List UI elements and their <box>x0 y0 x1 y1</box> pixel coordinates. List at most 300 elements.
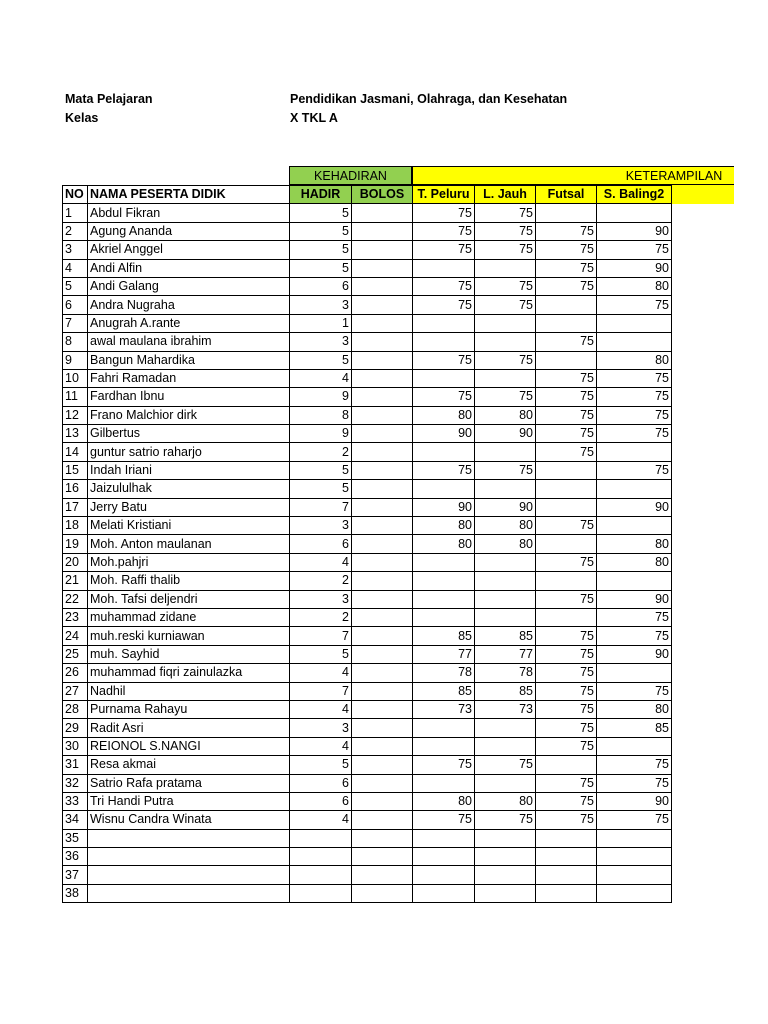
cell-l-jauh[interactable]: 75 <box>475 296 536 314</box>
cell-l-jauh[interactable]: 75 <box>475 351 536 369</box>
cell-nama[interactable]: Satrio Rafa pratama <box>88 774 290 792</box>
cell-hadir[interactable]: 8 <box>290 406 352 424</box>
cell-s-baling2[interactable]: 80 <box>597 535 672 553</box>
cell-nama[interactable]: muh.reski kurniawan <box>88 627 290 645</box>
cell-no[interactable]: 22 <box>63 590 88 608</box>
cell-l-jauh[interactable]: 75 <box>475 388 536 406</box>
cell-nama[interactable]: Resa akmai <box>88 756 290 774</box>
cell-nama[interactable]: Moh. Tafsi deljendri <box>88 590 290 608</box>
cell-l-jauh[interactable] <box>475 737 536 755</box>
cell-hadir[interactable]: 5 <box>290 351 352 369</box>
cell-futsal[interactable]: 75 <box>536 774 597 792</box>
cell-no[interactable]: 38 <box>63 884 88 902</box>
cell-hadir[interactable]: 5 <box>290 241 352 259</box>
cell-nama[interactable]: Fahri Ramadan <box>88 369 290 387</box>
cell-futsal[interactable] <box>536 296 597 314</box>
cell-nama[interactable]: muh. Sayhid <box>88 645 290 663</box>
cell-no[interactable]: 23 <box>63 608 88 626</box>
cell-futsal[interactable] <box>536 866 597 884</box>
cell-futsal[interactable]: 75 <box>536 627 597 645</box>
cell-nama[interactable]: Agung Ananda <box>88 222 290 240</box>
cell-no[interactable]: 20 <box>63 553 88 571</box>
cell-nama[interactable] <box>88 866 290 884</box>
cell-nama[interactable]: Purnama Rahayu <box>88 700 290 718</box>
cell-l-jauh[interactable] <box>475 572 536 590</box>
cell-l-jauh[interactable]: 75 <box>475 204 536 222</box>
cell-no[interactable]: 14 <box>63 443 88 461</box>
cell-no[interactable]: 36 <box>63 848 88 866</box>
cell-l-jauh[interactable] <box>475 333 536 351</box>
cell-l-jauh[interactable] <box>475 719 536 737</box>
cell-hadir[interactable]: 4 <box>290 700 352 718</box>
cell-bolos[interactable] <box>352 884 413 902</box>
cell-bolos[interactable] <box>352 535 413 553</box>
cell-futsal[interactable]: 75 <box>536 811 597 829</box>
cell-no[interactable]: 34 <box>63 811 88 829</box>
cell-no[interactable]: 9 <box>63 351 88 369</box>
cell-no[interactable]: 29 <box>63 719 88 737</box>
cell-futsal[interactable]: 75 <box>536 645 597 663</box>
cell-bolos[interactable] <box>352 700 413 718</box>
cell-hadir[interactable]: 5 <box>290 222 352 240</box>
cell-l-jauh[interactable]: 77 <box>475 645 536 663</box>
cell-s-baling2[interactable]: 75 <box>597 388 672 406</box>
cell-s-baling2[interactable]: 90 <box>597 498 672 516</box>
cell-bolos[interactable] <box>352 461 413 479</box>
cell-futsal[interactable]: 75 <box>536 241 597 259</box>
cell-t-peluru[interactable] <box>413 480 475 498</box>
cell-no[interactable]: 32 <box>63 774 88 792</box>
cell-futsal[interactable] <box>536 756 597 774</box>
cell-no[interactable]: 17 <box>63 498 88 516</box>
cell-no[interactable]: 13 <box>63 425 88 443</box>
cell-bolos[interactable] <box>352 333 413 351</box>
cell-s-baling2[interactable]: 75 <box>597 241 672 259</box>
cell-hadir[interactable]: 6 <box>290 774 352 792</box>
cell-no[interactable]: 24 <box>63 627 88 645</box>
cell-nama[interactable] <box>88 884 290 902</box>
cell-s-baling2[interactable] <box>597 572 672 590</box>
cell-bolos[interactable] <box>352 719 413 737</box>
cell-t-peluru[interactable]: 77 <box>413 645 475 663</box>
cell-bolos[interactable] <box>352 351 413 369</box>
cell-futsal[interactable] <box>536 461 597 479</box>
cell-nama[interactable]: Jerry Batu <box>88 498 290 516</box>
cell-futsal[interactable]: 75 <box>536 664 597 682</box>
cell-hadir[interactable]: 3 <box>290 719 352 737</box>
cell-futsal[interactable] <box>536 480 597 498</box>
cell-t-peluru[interactable] <box>413 443 475 461</box>
cell-l-jauh[interactable] <box>475 443 536 461</box>
cell-hadir[interactable]: 4 <box>290 664 352 682</box>
cell-futsal[interactable]: 75 <box>536 369 597 387</box>
cell-bolos[interactable] <box>352 296 413 314</box>
cell-nama[interactable]: Melati Kristiani <box>88 517 290 535</box>
cell-no[interactable]: 30 <box>63 737 88 755</box>
cell-no[interactable]: 37 <box>63 866 88 884</box>
cell-t-peluru[interactable]: 90 <box>413 425 475 443</box>
cell-bolos[interactable] <box>352 811 413 829</box>
col-header-no[interactable]: NO <box>63 186 88 204</box>
cell-t-peluru[interactable] <box>413 369 475 387</box>
cell-no[interactable]: 31 <box>63 756 88 774</box>
cell-t-peluru[interactable]: 75 <box>413 756 475 774</box>
cell-no[interactable]: 35 <box>63 829 88 847</box>
cell-bolos[interactable] <box>352 369 413 387</box>
cell-futsal[interactable] <box>536 608 597 626</box>
col-header-s-baling2[interactable]: S. Baling2 <box>597 186 672 204</box>
cell-hadir[interactable]: 3 <box>290 590 352 608</box>
cell-s-baling2[interactable] <box>597 333 672 351</box>
cell-t-peluru[interactable]: 75 <box>413 351 475 369</box>
cell-nama[interactable]: Wisnu Candra Winata <box>88 811 290 829</box>
cell-no[interactable]: 10 <box>63 369 88 387</box>
cell-s-baling2[interactable] <box>597 829 672 847</box>
cell-l-jauh[interactable]: 85 <box>475 627 536 645</box>
cell-hadir[interactable]: 3 <box>290 517 352 535</box>
cell-bolos[interactable] <box>352 498 413 516</box>
cell-t-peluru[interactable]: 78 <box>413 664 475 682</box>
cell-t-peluru[interactable] <box>413 848 475 866</box>
cell-nama[interactable]: awal maulana ibrahim <box>88 333 290 351</box>
cell-no[interactable]: 7 <box>63 314 88 332</box>
cell-bolos[interactable] <box>352 314 413 332</box>
cell-hadir[interactable]: 3 <box>290 333 352 351</box>
cell-nama[interactable]: Nadhil <box>88 682 290 700</box>
cell-nama[interactable]: Gilbertus <box>88 425 290 443</box>
cell-s-baling2[interactable] <box>597 480 672 498</box>
cell-l-jauh[interactable] <box>475 884 536 902</box>
cell-s-baling2[interactable] <box>597 866 672 884</box>
cell-futsal[interactable] <box>536 884 597 902</box>
cell-l-jauh[interactable] <box>475 369 536 387</box>
cell-bolos[interactable] <box>352 774 413 792</box>
col-header-bolos[interactable]: BOLOS <box>352 186 413 204</box>
cell-hadir[interactable]: 7 <box>290 498 352 516</box>
cell-bolos[interactable] <box>352 388 413 406</box>
cell-hadir[interactable]: 3 <box>290 296 352 314</box>
cell-s-baling2[interactable] <box>597 884 672 902</box>
cell-s-baling2[interactable]: 75 <box>597 608 672 626</box>
cell-nama[interactable]: Abdul Fikran <box>88 204 290 222</box>
cell-futsal[interactable]: 75 <box>536 222 597 240</box>
cell-l-jauh[interactable]: 90 <box>475 425 536 443</box>
col-header-hadir[interactable]: HADIR <box>290 186 352 204</box>
cell-no[interactable]: 28 <box>63 700 88 718</box>
cell-futsal[interactable]: 75 <box>536 682 597 700</box>
cell-t-peluru[interactable] <box>413 737 475 755</box>
cell-s-baling2[interactable] <box>597 314 672 332</box>
cell-l-jauh[interactable] <box>475 590 536 608</box>
cell-t-peluru[interactable]: 85 <box>413 627 475 645</box>
cell-l-jauh[interactable] <box>475 553 536 571</box>
cell-no[interactable]: 12 <box>63 406 88 424</box>
cell-l-jauh[interactable] <box>475 774 536 792</box>
cell-l-jauh[interactable]: 75 <box>475 461 536 479</box>
cell-hadir[interactable]: 5 <box>290 204 352 222</box>
cell-bolos[interactable] <box>352 627 413 645</box>
cell-hadir[interactable]: 2 <box>290 608 352 626</box>
cell-hadir[interactable]: 4 <box>290 811 352 829</box>
cell-t-peluru[interactable]: 73 <box>413 700 475 718</box>
col-header-nama[interactable]: NAMA PESERTA DIDIK <box>88 186 290 204</box>
cell-l-jauh[interactable]: 80 <box>475 535 536 553</box>
cell-futsal[interactable]: 75 <box>536 700 597 718</box>
cell-hadir[interactable]: 5 <box>290 461 352 479</box>
cell-futsal[interactable]: 75 <box>536 792 597 810</box>
cell-s-baling2[interactable]: 75 <box>597 406 672 424</box>
cell-nama[interactable] <box>88 829 290 847</box>
cell-l-jauh[interactable]: 78 <box>475 664 536 682</box>
cell-s-baling2[interactable] <box>597 664 672 682</box>
cell-bolos[interactable] <box>352 241 413 259</box>
cell-futsal[interactable]: 75 <box>536 259 597 277</box>
cell-l-jauh[interactable]: 80 <box>475 406 536 424</box>
cell-no[interactable]: 1 <box>63 204 88 222</box>
cell-s-baling2[interactable]: 90 <box>597 645 672 663</box>
cell-hadir[interactable]: 6 <box>290 535 352 553</box>
cell-bolos[interactable] <box>352 608 413 626</box>
col-header-l-jauh[interactable]: L. Jauh <box>475 186 536 204</box>
cell-futsal[interactable] <box>536 535 597 553</box>
cell-nama[interactable]: Moh. Raffi thalib <box>88 572 290 590</box>
cell-hadir[interactable]: 5 <box>290 756 352 774</box>
cell-bolos[interactable] <box>352 645 413 663</box>
cell-nama[interactable]: Moh. Anton maulanan <box>88 535 290 553</box>
cell-t-peluru[interactable] <box>413 866 475 884</box>
cell-t-peluru[interactable] <box>413 259 475 277</box>
cell-l-jauh[interactable]: 75 <box>475 241 536 259</box>
cell-l-jauh[interactable] <box>475 829 536 847</box>
cell-bolos[interactable] <box>352 664 413 682</box>
cell-no[interactable]: 3 <box>63 241 88 259</box>
cell-l-jauh[interactable] <box>475 866 536 884</box>
cell-futsal[interactable] <box>536 314 597 332</box>
col-header-t-peluru[interactable]: T. Peluru <box>413 186 475 204</box>
cell-t-peluru[interactable]: 75 <box>413 204 475 222</box>
cell-l-jauh[interactable]: 75 <box>475 222 536 240</box>
cell-nama[interactable]: REIONOL S.NANGI <box>88 737 290 755</box>
cell-nama[interactable]: Indah Iriani <box>88 461 290 479</box>
cell-no[interactable]: 11 <box>63 388 88 406</box>
cell-t-peluru[interactable]: 75 <box>413 241 475 259</box>
cell-t-peluru[interactable]: 80 <box>413 535 475 553</box>
cell-s-baling2[interactable]: 80 <box>597 277 672 295</box>
cell-no[interactable]: 6 <box>63 296 88 314</box>
cell-t-peluru[interactable] <box>413 590 475 608</box>
cell-l-jauh[interactable]: 80 <box>475 517 536 535</box>
cell-bolos[interactable] <box>352 480 413 498</box>
cell-no[interactable]: 21 <box>63 572 88 590</box>
cell-hadir[interactable] <box>290 848 352 866</box>
cell-no[interactable]: 25 <box>63 645 88 663</box>
cell-s-baling2[interactable] <box>597 848 672 866</box>
cell-bolos[interactable] <box>352 866 413 884</box>
cell-s-baling2[interactable]: 75 <box>597 627 672 645</box>
cell-t-peluru[interactable] <box>413 884 475 902</box>
cell-hadir[interactable]: 4 <box>290 737 352 755</box>
cell-futsal[interactable] <box>536 351 597 369</box>
cell-s-baling2[interactable]: 90 <box>597 590 672 608</box>
cell-s-baling2[interactable]: 75 <box>597 682 672 700</box>
cell-hadir[interactable] <box>290 829 352 847</box>
cell-t-peluru[interactable]: 75 <box>413 277 475 295</box>
cell-futsal[interactable]: 75 <box>536 277 597 295</box>
cell-futsal[interactable] <box>536 498 597 516</box>
cell-hadir[interactable]: 6 <box>290 277 352 295</box>
cell-nama[interactable]: Jaizululhak <box>88 480 290 498</box>
cell-bolos[interactable] <box>352 204 413 222</box>
cell-t-peluru[interactable] <box>413 333 475 351</box>
cell-futsal[interactable]: 75 <box>536 553 597 571</box>
cell-t-peluru[interactable]: 80 <box>413 792 475 810</box>
cell-hadir[interactable]: 4 <box>290 553 352 571</box>
cell-nama[interactable]: Andi Alfin <box>88 259 290 277</box>
cell-s-baling2[interactable] <box>597 737 672 755</box>
cell-futsal[interactable] <box>536 829 597 847</box>
cell-bolos[interactable] <box>352 425 413 443</box>
cell-nama[interactable]: Fardhan Ibnu <box>88 388 290 406</box>
cell-bolos[interactable] <box>352 553 413 571</box>
cell-no[interactable]: 26 <box>63 664 88 682</box>
cell-hadir[interactable]: 9 <box>290 388 352 406</box>
cell-hadir[interactable]: 7 <box>290 627 352 645</box>
cell-nama[interactable]: muhammad fiqri zainulazka <box>88 664 290 682</box>
cell-t-peluru[interactable] <box>413 719 475 737</box>
cell-bolos[interactable] <box>352 682 413 700</box>
cell-s-baling2[interactable]: 80 <box>597 700 672 718</box>
cell-s-baling2[interactable]: 80 <box>597 351 672 369</box>
cell-futsal[interactable] <box>536 204 597 222</box>
cell-hadir[interactable] <box>290 866 352 884</box>
cell-hadir[interactable]: 9 <box>290 425 352 443</box>
cell-s-baling2[interactable]: 85 <box>597 719 672 737</box>
cell-no[interactable]: 2 <box>63 222 88 240</box>
cell-futsal[interactable]: 75 <box>536 517 597 535</box>
cell-t-peluru[interactable] <box>413 829 475 847</box>
cell-l-jauh[interactable]: 80 <box>475 792 536 810</box>
cell-futsal[interactable]: 75 <box>536 425 597 443</box>
cell-futsal[interactable]: 75 <box>536 590 597 608</box>
cell-no[interactable]: 4 <box>63 259 88 277</box>
cell-s-baling2[interactable]: 90 <box>597 792 672 810</box>
cell-hadir[interactable]: 5 <box>290 645 352 663</box>
cell-hadir[interactable]: 4 <box>290 369 352 387</box>
cell-s-baling2[interactable]: 75 <box>597 296 672 314</box>
cell-l-jauh[interactable] <box>475 480 536 498</box>
cell-nama[interactable]: Andi Galang <box>88 277 290 295</box>
cell-s-baling2[interactable]: 75 <box>597 811 672 829</box>
cell-bolos[interactable] <box>352 277 413 295</box>
cell-t-peluru[interactable]: 75 <box>413 461 475 479</box>
cell-hadir[interactable]: 1 <box>290 314 352 332</box>
cell-no[interactable]: 18 <box>63 517 88 535</box>
cell-no[interactable]: 5 <box>63 277 88 295</box>
cell-nama[interactable]: Akriel Anggel <box>88 241 290 259</box>
cell-no[interactable]: 19 <box>63 535 88 553</box>
cell-futsal[interactable]: 75 <box>536 737 597 755</box>
cell-bolos[interactable] <box>352 590 413 608</box>
cell-hadir[interactable]: 2 <box>290 572 352 590</box>
cell-t-peluru[interactable]: 90 <box>413 498 475 516</box>
cell-s-baling2[interactable]: 75 <box>597 369 672 387</box>
cell-t-peluru[interactable] <box>413 314 475 332</box>
cell-bolos[interactable] <box>352 792 413 810</box>
cell-futsal[interactable] <box>536 572 597 590</box>
cell-futsal[interactable]: 75 <box>536 719 597 737</box>
cell-no[interactable]: 16 <box>63 480 88 498</box>
cell-nama[interactable]: Tri Handi Putra <box>88 792 290 810</box>
cell-l-jauh[interactable] <box>475 259 536 277</box>
cell-nama[interactable]: Bangun Mahardika <box>88 351 290 369</box>
cell-bolos[interactable] <box>352 222 413 240</box>
cell-nama[interactable]: guntur satrio raharjo <box>88 443 290 461</box>
cell-s-baling2[interactable]: 75 <box>597 756 672 774</box>
cell-hadir[interactable]: 5 <box>290 259 352 277</box>
cell-l-jauh[interactable]: 75 <box>475 756 536 774</box>
cell-t-peluru[interactable]: 80 <box>413 406 475 424</box>
cell-bolos[interactable] <box>352 517 413 535</box>
cell-t-peluru[interactable]: 75 <box>413 222 475 240</box>
cell-nama[interactable]: muhammad zidane <box>88 608 290 626</box>
cell-t-peluru[interactable] <box>413 553 475 571</box>
cell-s-baling2[interactable]: 75 <box>597 425 672 443</box>
cell-t-peluru[interactable] <box>413 572 475 590</box>
cell-s-baling2[interactable] <box>597 204 672 222</box>
cell-no[interactable]: 15 <box>63 461 88 479</box>
cell-bolos[interactable] <box>352 829 413 847</box>
cell-nama[interactable]: Moh.pahjri <box>88 553 290 571</box>
cell-futsal[interactable]: 75 <box>536 333 597 351</box>
cell-s-baling2[interactable]: 90 <box>597 259 672 277</box>
cell-no[interactable]: 8 <box>63 333 88 351</box>
cell-futsal[interactable]: 75 <box>536 443 597 461</box>
cell-l-jauh[interactable]: 90 <box>475 498 536 516</box>
cell-l-jauh[interactable]: 75 <box>475 277 536 295</box>
cell-nama[interactable]: Radit Asri <box>88 719 290 737</box>
cell-bolos[interactable] <box>352 259 413 277</box>
cell-hadir[interactable] <box>290 884 352 902</box>
cell-no[interactable]: 27 <box>63 682 88 700</box>
cell-l-jauh[interactable] <box>475 608 536 626</box>
cell-bolos[interactable] <box>352 756 413 774</box>
cell-s-baling2[interactable] <box>597 443 672 461</box>
cell-t-peluru[interactable]: 75 <box>413 388 475 406</box>
cell-bolos[interactable] <box>352 443 413 461</box>
cell-t-peluru[interactable]: 75 <box>413 811 475 829</box>
cell-t-peluru[interactable] <box>413 608 475 626</box>
cell-t-peluru[interactable]: 80 <box>413 517 475 535</box>
cell-nama[interactable] <box>88 848 290 866</box>
cell-l-jauh[interactable] <box>475 848 536 866</box>
cell-nama[interactable]: Frano Malchior dirk <box>88 406 290 424</box>
cell-hadir[interactable]: 5 <box>290 480 352 498</box>
cell-s-baling2[interactable] <box>597 517 672 535</box>
cell-bolos[interactable] <box>352 737 413 755</box>
cell-t-peluru[interactable]: 85 <box>413 682 475 700</box>
cell-s-baling2[interactable]: 75 <box>597 461 672 479</box>
cell-t-peluru[interactable]: 75 <box>413 296 475 314</box>
cell-l-jauh[interactable] <box>475 314 536 332</box>
cell-no[interactable]: 33 <box>63 792 88 810</box>
cell-hadir[interactable]: 7 <box>290 682 352 700</box>
cell-bolos[interactable] <box>352 406 413 424</box>
cell-t-peluru[interactable] <box>413 774 475 792</box>
cell-nama[interactable]: Anugrah A.rante <box>88 314 290 332</box>
cell-l-jauh[interactable]: 75 <box>475 811 536 829</box>
cell-s-baling2[interactable]: 90 <box>597 222 672 240</box>
cell-futsal[interactable]: 75 <box>536 406 597 424</box>
